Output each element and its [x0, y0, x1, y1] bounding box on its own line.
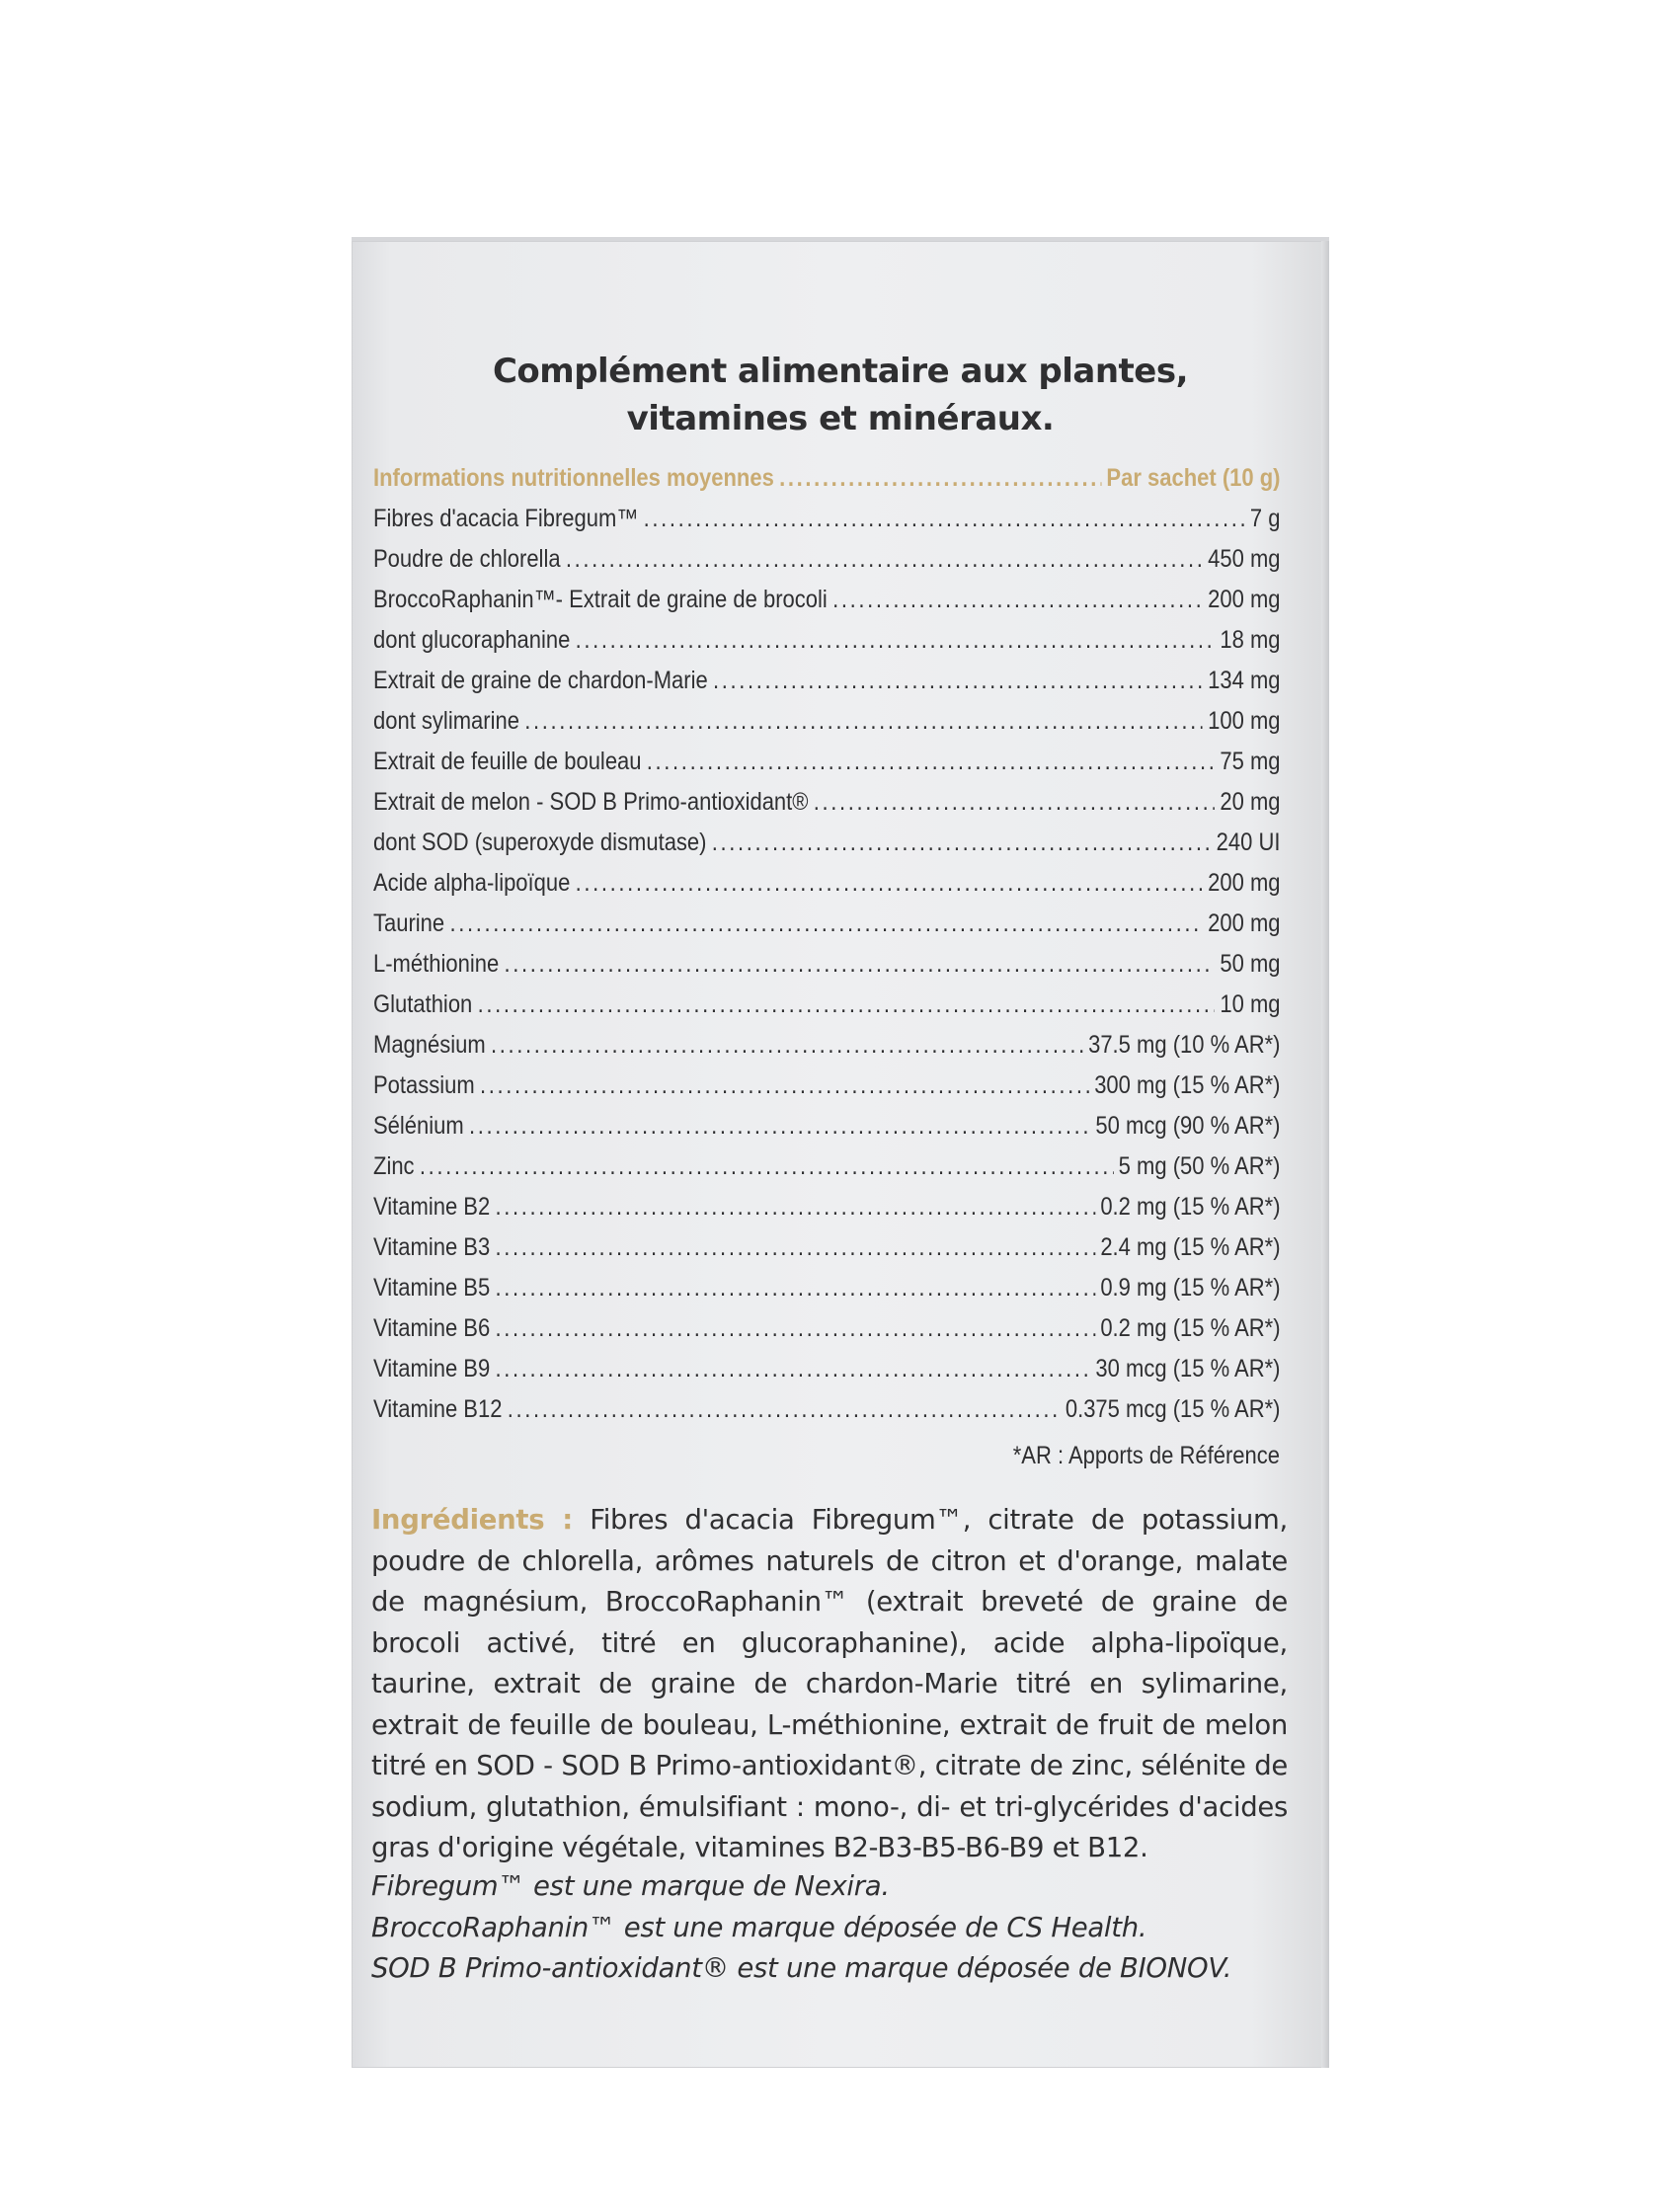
trademark-note: BroccoRaphanin™ est une marque déposée de CS Health. [371, 1911, 1147, 1943]
dot-leader [496, 1308, 1096, 1349]
product-title [352, 348, 1329, 442]
nutrition-row [373, 1349, 1281, 1389]
nutrient-amount: 37.5 mg (10 % AR*) [1088, 1031, 1281, 1059]
nutrient-name: Zinc [373, 1152, 415, 1180]
dot-leader [832, 580, 1203, 620]
nutrient-name: BroccoRaphanin™- Extrait de graine de brocoli [373, 586, 828, 613]
nutrition-row [373, 823, 1281, 863]
nutrient-name: Vitamine B6 [373, 1314, 491, 1342]
nutrient-amount: 134 mg [1208, 667, 1281, 694]
dot-leader [814, 782, 1215, 823]
nutrient-name: Vitamine B9 [373, 1355, 491, 1382]
dot-leader [496, 1268, 1096, 1308]
nutrition-header-label: Informations nutritionnelles moyennes [373, 464, 774, 492]
nutrient-name: dont SOD (superoxyde dismutase) [373, 829, 707, 856]
dot-leader [491, 1025, 1083, 1066]
dot-leader [496, 1187, 1096, 1227]
nutrition-row [373, 904, 1281, 944]
nutrient-amount: 200 mg [1208, 909, 1281, 937]
dot-leader [508, 1389, 1061, 1430]
nutrition-row [373, 1066, 1281, 1106]
nutrient-amount: 30 mcg (15 % AR*) [1095, 1355, 1281, 1382]
nutrient-name: Sélénium [373, 1112, 464, 1140]
trademark-notes [371, 1866, 1288, 1990]
nutrition-header [373, 458, 1281, 499]
nutrition-row [373, 1268, 1281, 1308]
nutrient-name: Extrait de feuille de bouleau [373, 748, 642, 775]
nutrient-name: Potassium [373, 1071, 475, 1099]
nutrient-name: Vitamine B2 [373, 1193, 491, 1221]
nutrition-row [373, 1187, 1281, 1227]
nutrient-name: Vitamine B3 [373, 1233, 491, 1261]
nutrient-name: L-méthionine [373, 950, 500, 978]
nutrient-amount: 50 mg [1220, 950, 1281, 978]
nutrient-amount: 200 mg [1208, 869, 1281, 897]
ingredients-text: Fibres d'acacia Fibregum™, citrate de potassium, poudre de chlorella, arômes naturels de citron et d'orange, malate de magnésium, BroccoRaphanin™ (extrait breveté de graine de brocoli activé, titré en glucoraphanine), acide alpha-lipoïque, taurine, extrait de graine de chardon-Marie titré en sylimarine, extrait de feuille de bouleau, L-méthionine, extrait de fruit de melon titré en SOD - SOD B Primo-antioxidant®, citrate de zinc, sélénite de sodium, glutathion, émulsifiant : mono-, di- et tri-glycérides d'acides gras d'origine végétale, vitamines B2-B3-B5-B6-B9 et B12. [371, 1504, 1288, 1863]
nutrition-row [373, 539, 1281, 580]
nutrition-row [373, 782, 1281, 823]
nutrient-name: Taurine [373, 909, 445, 937]
nutrient-name: Vitamine B12 [373, 1395, 503, 1423]
nutrition-row [373, 985, 1281, 1025]
dot-leader [504, 944, 1215, 985]
nutrient-amount: 0.9 mg (15 % AR*) [1100, 1274, 1281, 1302]
nutrient-amount: 20 mg [1220, 788, 1281, 816]
dot-leader [713, 661, 1203, 701]
nutrient-name: Poudre de chlorella [373, 545, 561, 573]
dot-leader [496, 1227, 1096, 1268]
nutrient-amount: 300 mg (15 % AR*) [1094, 1071, 1281, 1099]
nutrient-amount: 10 mg [1220, 990, 1281, 1018]
nutrient-name: Fibres d'acacia Fibregum™ [373, 505, 639, 532]
nutrient-amount: 0.2 mg (15 % AR*) [1100, 1193, 1281, 1221]
ingredients-label: Ingrédients : [371, 1504, 573, 1536]
nutrition-row [373, 661, 1281, 701]
nutrition-row [373, 1227, 1281, 1268]
trademark-note: Fibregum™ est une marque de Nexira. [371, 1870, 890, 1902]
nutrition-row [373, 701, 1281, 742]
nutrient-amount: 0.375 mcg (15 % AR*) [1065, 1395, 1281, 1423]
nutrient-amount: 50 mcg (90 % AR*) [1095, 1112, 1281, 1140]
nutrition-row [373, 944, 1281, 985]
nutrient-amount: 100 mg [1208, 707, 1281, 735]
nutrition-row [373, 863, 1281, 904]
dot-leader [449, 904, 1202, 944]
nutrient-amount: 240 UI [1216, 829, 1281, 856]
nutrient-amount: 75 mg [1220, 748, 1281, 775]
dot-leader [524, 701, 1203, 742]
dot-leader [480, 1066, 1089, 1106]
nutrient-amount: 200 mg [1208, 586, 1281, 613]
nutrient-name: Extrait de melon - SOD B Primo-antioxidant® [373, 788, 809, 816]
nutrient-amount: 5 mg (50 % AR*) [1118, 1152, 1281, 1180]
nutrient-name: dont glucoraphanine [373, 626, 571, 654]
nutrition-table [373, 458, 1280, 1430]
nutrient-name: Glutathion [373, 990, 473, 1018]
dot-leader [647, 742, 1215, 782]
nutrition-row [373, 620, 1281, 661]
dot-leader [420, 1146, 1114, 1187]
nutrient-name: Acide alpha-lipoïque [373, 869, 571, 897]
box-right-edge [1321, 241, 1329, 2068]
nutrient-amount: 18 mg [1220, 626, 1281, 654]
ingredients-paragraph [371, 1500, 1288, 1869]
nutrition-row [373, 1308, 1281, 1349]
nutrition-row [373, 1146, 1281, 1187]
trademark-note: SOD B Primo-antioxidant® est une marque déposée de BIONOV. [371, 1952, 1232, 1984]
nutrition-row [373, 1106, 1281, 1146]
title-line-1: Complément alimentaire aux plantes, [492, 352, 1189, 391]
dot-leader [644, 499, 1245, 539]
nutrition-header-value: Par sachet (10 g) [1106, 464, 1281, 492]
nutrition-row [373, 1025, 1281, 1066]
dot-leader [469, 1106, 1090, 1146]
nutrient-name: Extrait de graine de chardon-Marie [373, 667, 708, 694]
nutrient-name: dont sylimarine [373, 707, 519, 735]
nutrient-name: Vitamine B5 [373, 1274, 491, 1302]
nutrition-row [373, 580, 1281, 620]
dot-leader [576, 620, 1215, 661]
dot-leader [779, 458, 1101, 499]
nutrition-row [373, 1389, 1281, 1430]
nutrient-amount: 2.4 mg (15 % AR*) [1100, 1233, 1281, 1261]
nutrition-row [373, 742, 1281, 782]
nutrient-amount: 450 mg [1208, 545, 1281, 573]
nutrient-amount: 0.2 mg (15 % AR*) [1100, 1314, 1281, 1342]
nutrient-name: Magnésium [373, 1031, 486, 1059]
dot-leader [566, 539, 1203, 580]
dot-leader [712, 823, 1212, 863]
dot-leader [496, 1349, 1091, 1389]
nutrient-amount: 7 g [1249, 505, 1281, 532]
nutrition-row [373, 499, 1281, 539]
dot-leader [478, 985, 1216, 1025]
title-line-2: vitamines et minéraux. [626, 399, 1055, 438]
dot-leader [576, 863, 1203, 904]
reference-intake-footnote: *AR : Apports de Référence [1012, 1442, 1280, 1469]
